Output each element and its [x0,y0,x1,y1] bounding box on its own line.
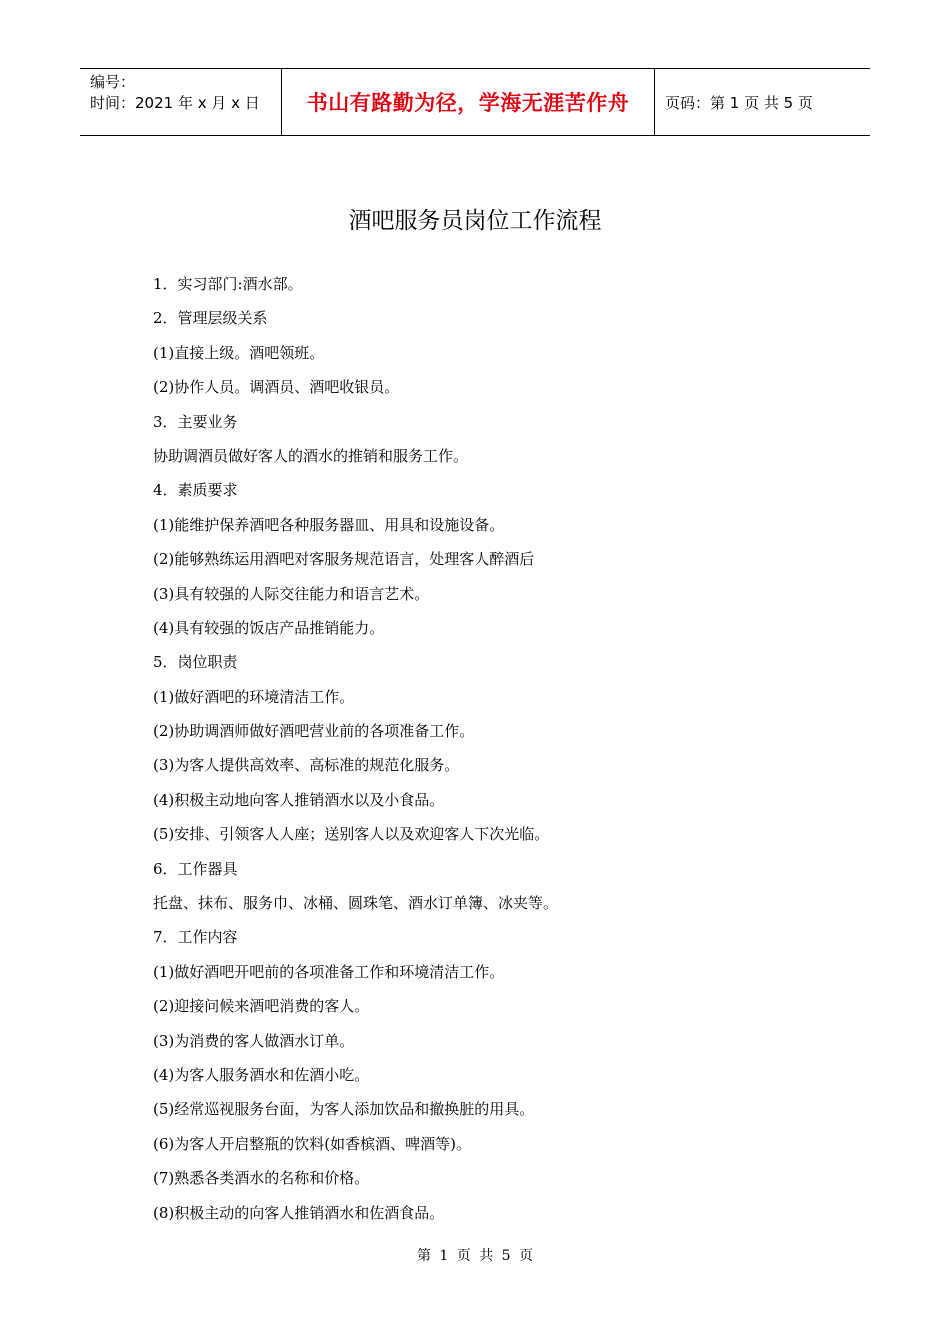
body-line: (8)积极主动的向客人推销酒水和佐酒食品。 [153,1203,445,1222]
body-line: (3)具有较强的人际交往能力和语言艺术。 [153,584,430,603]
body-line: 7．工作内容 [153,928,238,947]
header-time-label: 时间：2021 年 x 月 x 日 [90,94,260,112]
body-line: 协助调酒员做好客人的酒水的推销和服务工作。 [153,446,469,465]
document-body [153,273,873,1236]
body-line: 5．岗位职责 [153,653,238,672]
body-line: (2)迎接问候来酒吧消费的客人。 [153,997,370,1016]
body-line: 4．素质要求 [153,481,238,500]
header-number-label: 编号： [90,73,136,91]
body-line: (4)积极主动地向客人推销酒水以及小食品。 [153,790,445,809]
body-line: (1)直接上级。酒吧领班。 [153,343,325,362]
body-line: 3．主要业务 [153,412,238,431]
body-line: (1)做好酒吧开吧前的各项准备工作和环境清洁工作。 [153,962,505,981]
body-line: (6)为客人开启整瓶的饮料(如香槟酒、啤酒等)。 [153,1134,471,1153]
header-meta-cell [80,69,282,135]
header-table [80,68,870,136]
header-motto: 书山有路勤为径，学海无涯苦作舟 [282,69,655,135]
header-page-code: 页码：第 1 页 共 5 页 [665,93,813,112]
document-title: 酒吧服务员岗位工作流程 [348,208,602,234]
body-line: (2)协作人员。调酒员、酒吧收银员。 [153,378,400,397]
body-line: 6．工作器具 [153,859,238,878]
body-line: 1．实习部门:酒水部。 [153,275,303,293]
body-line: 托盘、抹布、服务巾、冰桶、圆珠笔、酒水订单簿、冰夹等。 [153,894,559,913]
body-line: 2．管理层级关系 [153,309,268,328]
body-line: (4)具有较强的饭店产品推销能力。 [153,618,385,637]
body-line: (4)为客人服务酒水和佐酒小吃。 [153,1065,370,1084]
page-footer: 第 1 页 共 5 页 [416,1248,534,1264]
body-line: (7)熟悉各类酒水的名称和价格。 [153,1169,370,1188]
body-line: (3)为消费的客人做酒水订单。 [153,1031,355,1050]
body-line: (5)经常巡视服务台面，为客人添加饮品和撤换脏的用具。 [153,1100,535,1119]
body-line: (2)能够熟练运用酒吧对客服务规范语言，处理客人醉酒后 [153,550,535,569]
body-line: (1)能维护保养酒吧各种服务器皿、用具和设施设备。 [153,515,505,534]
body-line: (1)做好酒吧的环境清洁工作。 [153,687,355,706]
body-line: (5)安排、引领客人人座；送别客人以及欢迎客人下次光临。 [153,825,550,844]
body-line: (3)为客人提供高效率、高标准的规范化服务。 [153,756,460,775]
body-line: (2)协助调酒师做好酒吧营业前的各项准备工作。 [153,722,475,741]
